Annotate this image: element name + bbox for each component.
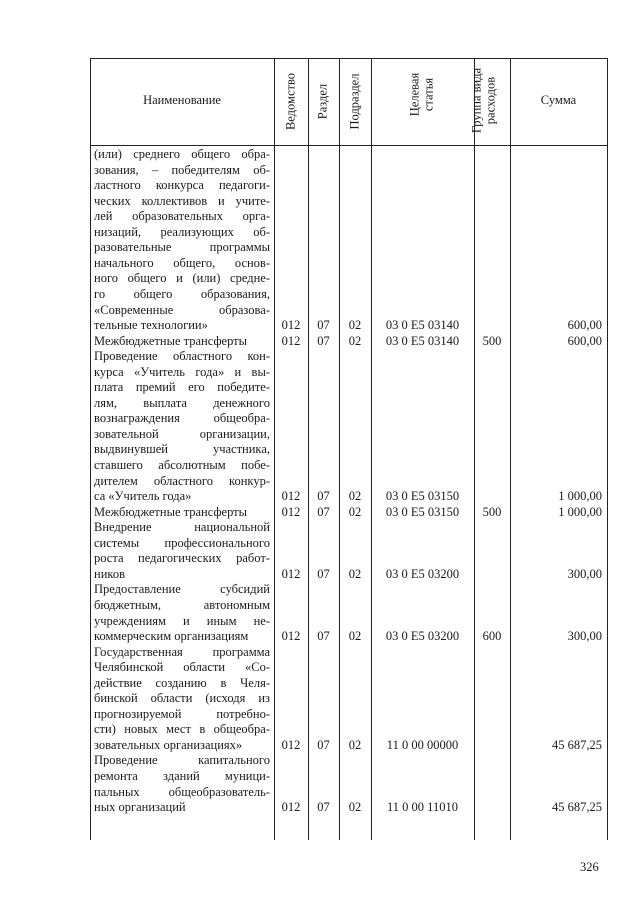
row-name-line: (или) среднего общего обра- <box>94 147 270 161</box>
row-name-line: Внедрение национальной <box>94 520 270 535</box>
row-gruppa-rashodov: 500 <box>482 504 502 519</box>
row-summa: 45 687,25 <box>552 800 602 815</box>
row-podrazdel: 02 <box>348 489 362 504</box>
header-gruppa-line2: расходов <box>483 76 498 125</box>
row-vedomstvo: 012 <box>281 566 301 581</box>
row-razdel: 07 <box>317 489 330 504</box>
row-name-line: вознаграждения общеобра- <box>94 411 270 426</box>
row-summa: 300,00 <box>567 629 602 644</box>
row-celevaya-statya: 03 0 E5 03150 <box>385 489 460 504</box>
header-celevaya-line1: Целевая <box>407 72 422 117</box>
row-gruppa-rashodov: 500 <box>482 333 502 348</box>
row-podrazdel: 02 <box>348 504 362 519</box>
row-name-line: «Современные образова- <box>94 302 270 317</box>
row-celevaya-statya: 03 0 E5 03140 <box>385 333 460 348</box>
row-vedomstvo: 012 <box>281 504 301 519</box>
table-border-right <box>607 58 608 840</box>
row-name-line: разовательные программы <box>94 240 270 255</box>
row-name-line: выдвинувшей участника, <box>94 442 270 457</box>
row-name-line: лям, выплата денежного <box>94 395 270 410</box>
row-celevaya-statya: 03 0 E5 03200 <box>385 566 460 581</box>
header-celevaya-line2: статья <box>421 77 436 112</box>
row-summa: 600,00 <box>567 333 602 348</box>
row-celevaya-statya: 03 0 E5 03150 <box>385 504 460 519</box>
header-gruppa-line1: Группа вида <box>469 67 484 134</box>
row-summa: 300,00 <box>567 566 602 581</box>
row-podrazdel: 02 <box>348 629 362 644</box>
page-number: 326 <box>580 860 599 874</box>
row-name-line: учреждениям и иным не- <box>94 613 270 628</box>
row-name-line: бинской области (исходя из <box>94 691 270 706</box>
row-name-line: пальных общеобразователь- <box>94 784 270 799</box>
table-divider <box>274 58 275 840</box>
row-summa: 45 687,25 <box>552 737 602 752</box>
row-name-line: зовательной организации, <box>94 426 270 441</box>
row-name-line: Межбюджетные трансферты <box>94 504 248 519</box>
row-name-line: ластного конкурса педагоги- <box>94 178 270 193</box>
row-name-line: системы профессионального <box>94 535 270 550</box>
row-name-line: бюджетным, автономным <box>94 597 270 612</box>
row-name-line: Челябинской области «Со- <box>94 660 270 675</box>
row-podrazdel: 02 <box>348 800 362 815</box>
row-vedomstvo: 012 <box>281 333 301 348</box>
row-razdel: 07 <box>317 504 330 519</box>
table-divider <box>474 58 475 840</box>
table-border-left <box>90 58 91 840</box>
row-vedomstvo: 012 <box>281 318 301 333</box>
row-celevaya-statya: 11 0 00 11010 <box>387 800 458 815</box>
row-name-line: ных организаций <box>94 800 186 815</box>
row-vedomstvo: 012 <box>281 489 301 504</box>
row-name-line: зования, – победителям об- <box>94 162 270 177</box>
row-gruppa-rashodov: 600 <box>482 629 502 644</box>
row-podrazdel: 02 <box>348 566 362 581</box>
row-vedomstvo: 012 <box>281 800 301 815</box>
table-divider <box>308 58 309 840</box>
row-name-line: тельные технологии» <box>94 318 208 333</box>
row-name-line: прогнозируемой потребно- <box>94 706 270 721</box>
row-celevaya-statya: 11 0 00 00000 <box>386 737 459 752</box>
row-name-line: го общего образования, <box>94 286 270 301</box>
row-razdel: 07 <box>317 800 330 815</box>
row-name-line: низаций, реализующих об- <box>94 224 270 239</box>
row-razdel: 07 <box>317 629 330 644</box>
row-name-line: роста педагогических работ- <box>94 551 270 566</box>
row-name-line: дителем областного конкур- <box>94 473 270 488</box>
row-razdel: 07 <box>317 333 330 348</box>
header-razdel: Раздел <box>315 83 330 120</box>
row-name-line: са «Учитель года» <box>94 489 192 504</box>
row-name-line: плата премий его победите- <box>94 380 270 395</box>
table-divider <box>371 58 372 840</box>
row-name-line: ставшего абсолютным побе- <box>94 458 270 472</box>
row-name-line: курса «Учитель года» и вы- <box>94 364 270 379</box>
row-vedomstvo: 012 <box>281 737 301 752</box>
row-podrazdel: 02 <box>348 318 362 333</box>
table-divider <box>339 58 340 840</box>
row-name-line: Межбюджетные трансферты <box>94 333 248 348</box>
row-name-line: начального общего, основ- <box>94 255 270 270</box>
row-summa: 600,00 <box>567 318 602 333</box>
row-name-line: действие созданию в Челя- <box>94 675 270 690</box>
row-name-line: зовательных организациях» <box>94 737 243 752</box>
row-name-line: ного общего и (или) средне- <box>94 271 270 286</box>
row-name-line: ников <box>94 566 125 581</box>
row-razdel: 07 <box>317 737 330 752</box>
row-vedomstvo: 012 <box>281 629 301 644</box>
row-name-line: лей образовательных орга- <box>94 209 270 224</box>
row-name-line: коммерческим организациям <box>94 629 249 644</box>
row-name-line: Предоставление субсидий <box>94 582 270 597</box>
row-podrazdel: 02 <box>348 333 362 348</box>
row-name-line: ремонта зданий муници- <box>94 769 270 783</box>
header-podrazdel: Подраздел <box>347 73 362 130</box>
row-name-line: сти) новых мест в общеобра- <box>94 722 270 737</box>
row-name-line: Проведение областного кон- <box>94 349 270 364</box>
row-razdel: 07 <box>317 566 330 581</box>
row-summa: 1 000,00 <box>558 489 602 504</box>
row-razdel: 07 <box>317 318 330 333</box>
header-summa: Сумма <box>540 93 577 107</box>
budget-table <box>90 58 608 840</box>
row-name-line: Государственная программа <box>94 644 270 659</box>
row-podrazdel: 02 <box>348 737 362 752</box>
header-vedomstvo: Ведомство <box>283 72 298 131</box>
row-name-line: Проведение капитального <box>94 753 270 768</box>
row-celevaya-statya: 03 0 E5 03140 <box>385 318 460 333</box>
row-celevaya-statya: 03 0 E5 03200 <box>385 629 460 644</box>
header-name: Наименование <box>143 93 221 107</box>
table-divider <box>510 58 511 840</box>
row-summa: 1 000,00 <box>558 504 602 519</box>
row-name-line: ческих коллективов и учите- <box>94 193 270 208</box>
